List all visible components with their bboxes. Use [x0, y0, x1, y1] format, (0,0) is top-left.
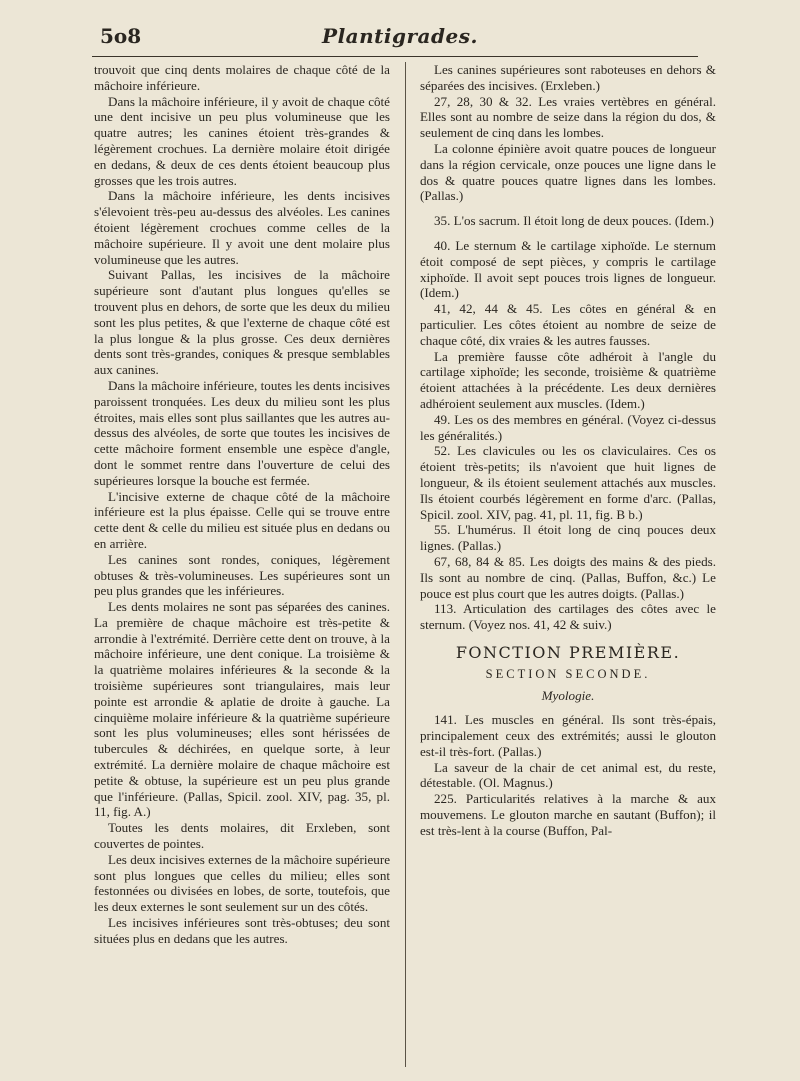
paragraph: 141. Les muscles en général. Ils sont très-épais, principalement ceux des extrémités; aussi le glouton est-il très-fort. (Pallas.): [420, 712, 716, 759]
paragraph: Dans la mâchoire inférieure, toutes les dents incisives paroissent tronquées. Les deux du milieu sont les plus étroites, mais elles sont plus saillantes que les autres au-dessus des alvéoles, de sorte que toutes les incisives de cette mâchoire forment ensemble une espèce d'angle, dont le sommet rentre dans l'ouverture de celui des supérieures lorsque la bouche est fermée.: [94, 377, 390, 488]
paragraph: 67, 68, 84 & 85. Les doigts des mains & des pieds. Ils sont au nombre de cinq. (Pallas, Buffon, &c.) Le pouce est plus court que les autres doigts. (Pallas.): [420, 553, 716, 601]
column-divider: [405, 62, 406, 1067]
section-title: FONCTION PREMIÈRE.: [455, 642, 681, 662]
paragraph: 35. L'os sacrum. Il étoit long de deux pouces. (Idem.): [434, 213, 714, 229]
paragraph: L'incisive externe de chaque côté de la mâchoire inférieure est la plus épaisse. Celle qui se trouve entre cette dent & celle du milieu est située plus en dedans ou en arrière.: [94, 488, 390, 551]
paragraph: Les incisives inférieures sont très-obtuses; deu sont situées plus en dedans que les autres.: [94, 915, 390, 946]
paragraph: 40. Le sternum & le cartilage xiphoïde. Le sternum étoit composé de sept pièces, y compris le cartilage xiphoïde. Il avoit sept pouces trois lignes de longueur. (Idem.): [420, 237, 716, 301]
paragraph: 49. Les os des membres en général. (Voyez ci-dessus les généralités.): [420, 411, 716, 443]
paragraph: 52. Les clavicules ou les os claviculaires. Ces os étoient très-petits; ils n'avoient que huit lignes de longueur, & ils étoient seulement attachés aux muscles. Ils étoient courbés légèrement en forme d'arc. (Pallas, Spicil. zool. XIV, pag. 41, pl. 11, fig. B b.): [420, 443, 716, 522]
paragraph: Les canines supérieures sont raboteuses en dehors & séparées des incisives. (Erxleben.): [420, 62, 716, 93]
paragraph: trouvoit que cinq dents molaires de chaque côté de la mâchoire inférieure.: [94, 62, 390, 93]
paragraph: Dans la mâchoire inférieure, les dents incisives s'élevoient très-peu au-dessus des alvéoles. Les canines étoient légèrement crochues comme celles de la mâchoire supérieure. Il y avoit une dent molaire plus volumineuse que les autres.: [94, 188, 390, 267]
paragraph: Les deux incisives externes de la mâchoire supérieure sont plus longues que celles du milieu; elles sont festonnées ou divisées en lobes, de sorte, toutefois, que les deux externes le sont seulement sur un des côtés.: [94, 851, 390, 915]
page-number: 5o8: [100, 24, 142, 48]
header-rule: [92, 56, 698, 57]
paragraph: Dans la mâchoire inférieure, il y avoit de chaque côté une dent incisive un peu plus volumineuse que les quatre autres; les canines étoient très-grandes & légèrement crochues. La dernière molaire étoit dirigée en dedans, & deux de ces dents étoient beaucoup plus grosses que les trois autres.: [94, 93, 390, 188]
paragraph: 113. Articulation des cartilages des côtes avec le sternum. (Voyez nos. 41, 42 & suiv.): [420, 601, 716, 633]
right-column: [420, 62, 716, 839]
paragraph: Suivant Pallas, les incisives de la mâchoire supérieure sont d'autant plus longues qu'elles se trouvent plus en dehors, de sorte que les deux du milieu sont les plus petites, & que l'externe de chaque côté est la plus longue & la plus grosse. Ces deux dernières dents sont très-grandes, coniques & presque semblables aux canines.: [94, 267, 390, 378]
page-header: [0, 14, 800, 54]
paragraph: Les dents molaires ne sont pas séparées des canines. La première de chaque mâchoire est très-petite & arrondie à l'extrémité. Derrière cette dent on trouve, à la mâchoire inférieure, une dent conique. La troisième & la quatrième molaires inférieures & la seconde & la troisième supérieures sont triangulaires, mais leur pointe est arrondie & aplatie de droite à gauche. La cinquième molaire inférieure & la quatrième supérieure sont les plus volumineuses; elles sont hérissées de tubercules & déchirées, en quelque sorte, à leur extrémité. La dernière molaire de chaque mâchoire est petite & obtuse, la supérieure est un peu plus grande que l'inférieure. (Pallas, Spicil. zool. XIV, pag. 35, pl. 11, fig. A.): [94, 599, 390, 820]
paragraph: Les canines sont rondes, coniques, légèrement obtuses & très-volumineuses. Les supérieures sont un peu plus grandes que les inférieures.: [94, 551, 390, 599]
section-subheading: Myologie.: [541, 688, 595, 704]
paragraph: 27, 28, 30 & 32. Les vraies vertèbres en général. Elles sont au nombre de seize dans la région du dos, & seulement de cinq dans les lombes.: [420, 93, 716, 141]
paragraph: La saveur de la chair de cet animal est, du reste, détestable. (Ol. Magnus.): [420, 759, 716, 791]
paragraph: Toutes les dents molaires, dit Erxleben, sont couvertes de pointes.: [94, 820, 390, 852]
left-column: [94, 62, 390, 947]
paragraph: La colonne épinière avoit quatre pouces de longueur dans la région cervicale, onze pouces une ligne dans le dos & quatre pouces quatre lignes dans les lombes. (Pallas.): [420, 140, 716, 204]
paragraph: 225. Particularités relatives à la marche & aux mouvemens. Le glouton marche en sautant (Buffon); il est très-lent à la course (Buffon, Pal-: [420, 791, 716, 838]
paragraph: 55. L'humérus. Il étoit long de cinq pouces deux lignes. (Pallas.): [420, 522, 716, 554]
section-subtitle: SECTION SECONDE.: [485, 666, 651, 681]
paragraph: La première fausse côte adhéroit à l'angle du cartilage xiphoïde; les seconde, troisième & quatrième étoient attachées à la précédente. Les deux dernières adhéroient seulement aux muscles. (Idem.): [420, 348, 716, 411]
paragraph: 41, 42, 44 & 45. Les côtes en général & en particulier. Les côtes étoient au nombre de seize de chaque côté, dix vraies & les autres fausses.: [420, 301, 716, 348]
running-title: Plantigrades.: [322, 24, 478, 48]
